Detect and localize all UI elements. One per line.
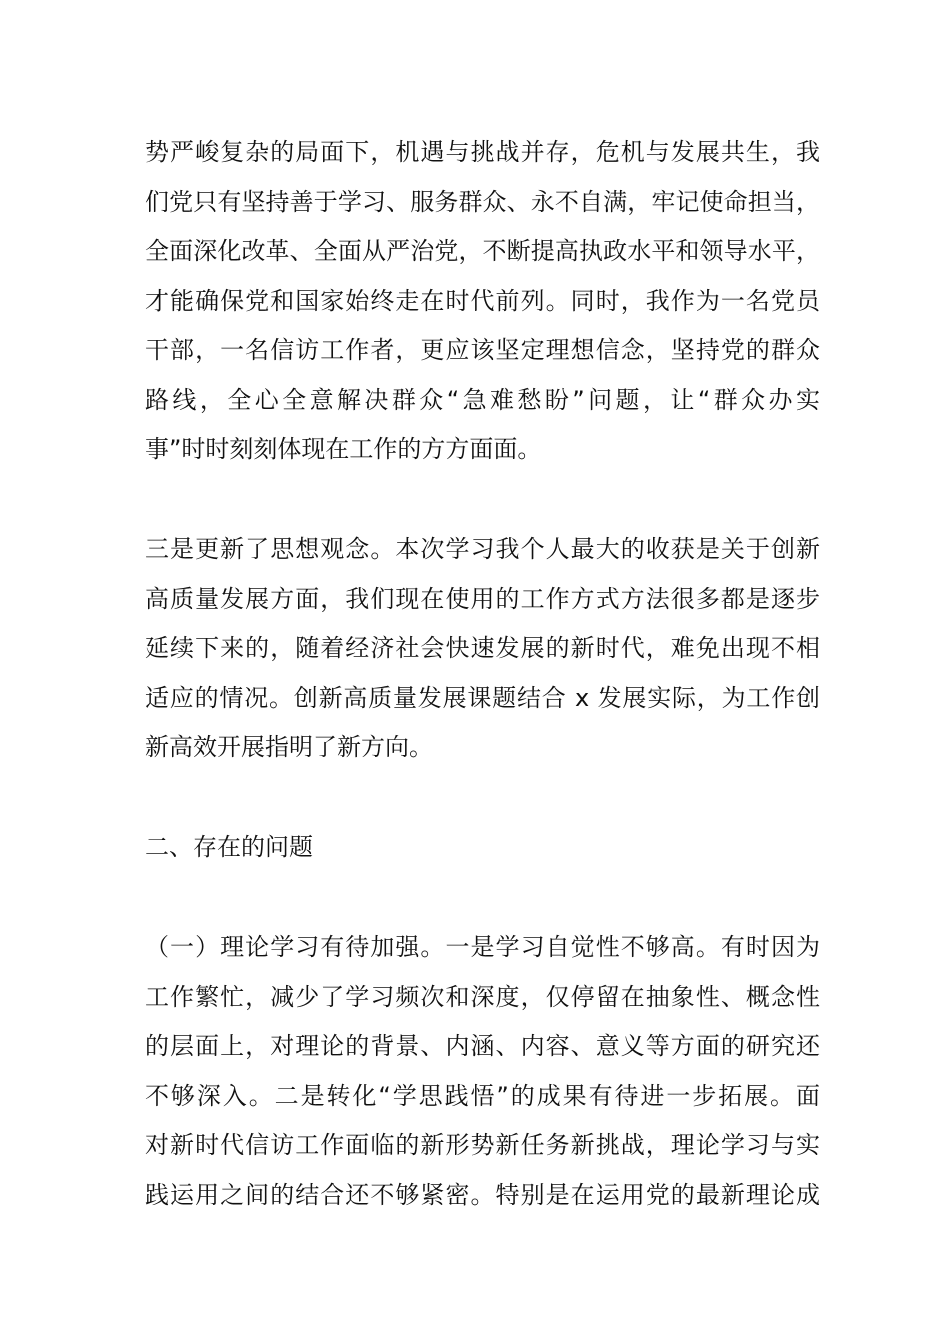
text-line: 才能确保党和国家始终走在时代前列。同时，我作为一名党员 bbox=[145, 287, 820, 315]
text-line: 路线，全心全意解决群众“急难愁盼”问题，让“群众办实 bbox=[145, 386, 820, 414]
text-line: 们党只有坚持善于学习、服务群众、永不自满，牢记使命担当， bbox=[145, 188, 820, 216]
text-line: 适应的情况。创新高质量发展课题结合 x 发展实际，为工作创 bbox=[145, 684, 820, 712]
text-line: 事”时时刻刻体现在工作的方方面面。 bbox=[145, 435, 542, 463]
text-line: 全面深化改革、全面从严治党，不断提高执政水平和领导水平， bbox=[145, 237, 820, 265]
text-line: 的层面上，对理论的背景、内涵、内容、意义等方面的研究还 bbox=[145, 1032, 820, 1060]
text-line: 工作繁忙，减少了学习频次和深度，仅停留在抽象性、概念性 bbox=[145, 983, 820, 1011]
text-line: 践运用之间的结合还不够紧密。特别是在运用党的最新理论成 bbox=[145, 1181, 820, 1209]
text-line: 不够深入。二是转化“学思践悟”的成果有待进一步拓展。面 bbox=[145, 1082, 820, 1110]
text-line: 三是更新了思想观念。本次学习我个人最大的收获是关于创新 bbox=[145, 535, 820, 563]
text-line: （一）理论学习有待加强。一是学习自觉性不够高。有时因为 bbox=[145, 933, 820, 961]
text-line: 干部，一名信访工作者，更应该坚定理想信念，坚持党的群众 bbox=[145, 336, 820, 364]
text-line: 延续下来的，随着经济社会快速发展的新时代，难免出现不相 bbox=[145, 634, 820, 662]
text-line: 高质量发展方面，我们现在使用的工作方式方法很多都是逐步 bbox=[145, 585, 820, 613]
text-line: 对新时代信访工作面临的新形势新任务新挑战，理论学习与实 bbox=[145, 1131, 820, 1159]
text-line: 新高效开展指明了新方向。 bbox=[145, 733, 433, 761]
section-heading: 二、存在的问题 bbox=[145, 833, 313, 861]
text-line: 势严峻复杂的局面下，机遇与挑战并存，危机与发展共生，我 bbox=[145, 138, 820, 166]
